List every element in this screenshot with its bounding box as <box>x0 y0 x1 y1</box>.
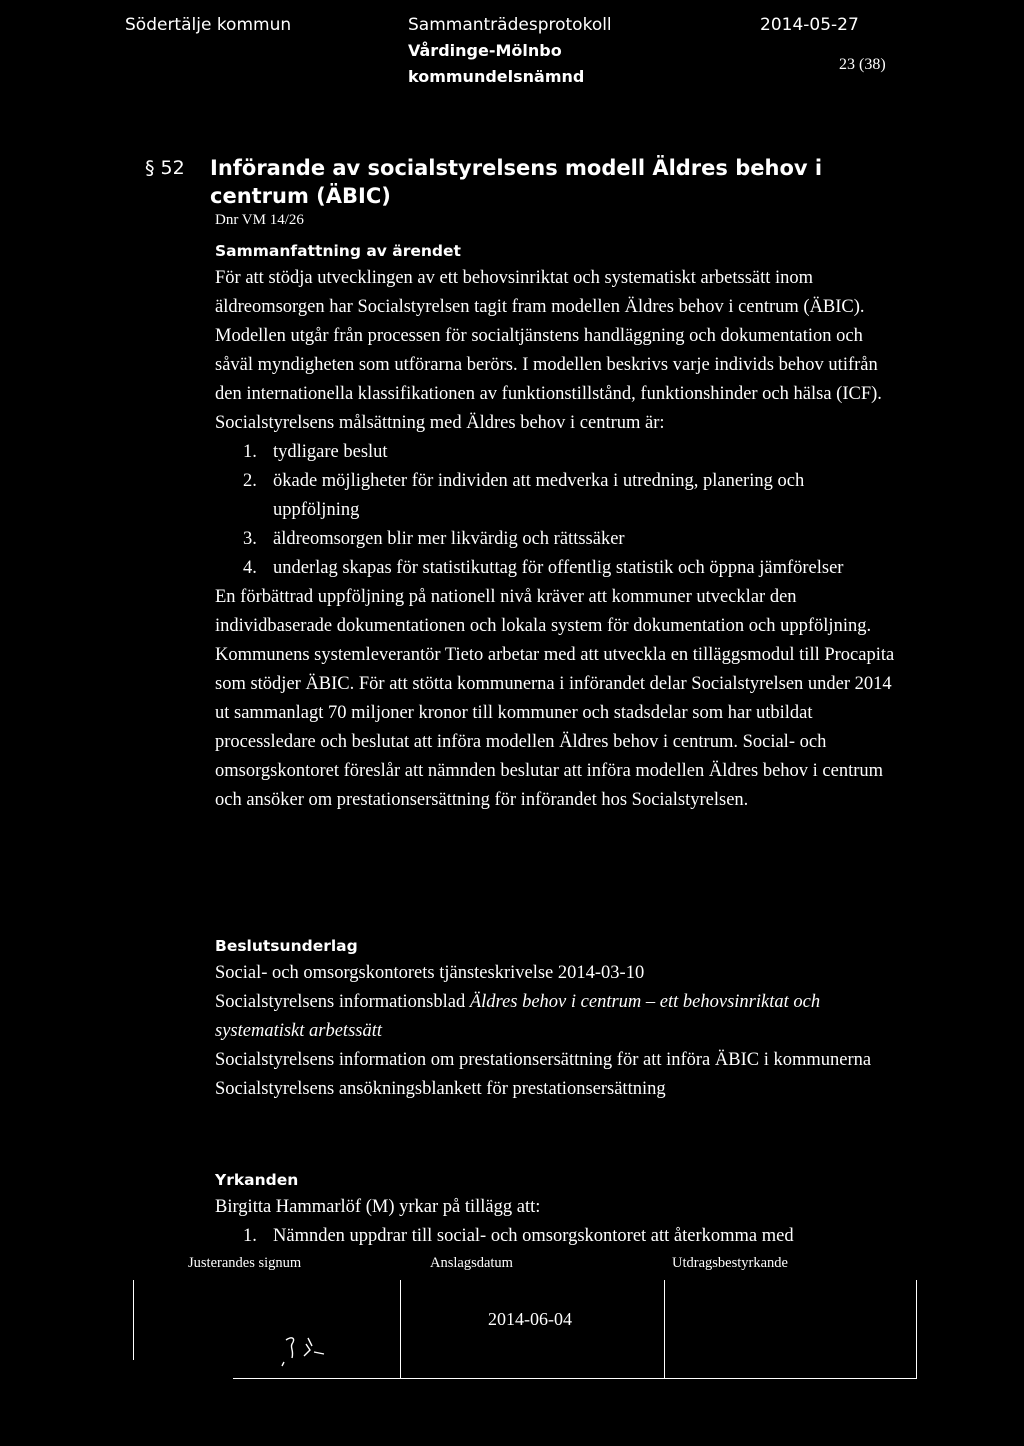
goals-list <box>215 438 895 583</box>
footer-divider <box>400 1280 401 1378</box>
summary-body <box>215 264 895 815</box>
list-item: 1. Nämnden uppdrar till social- och omsorgskontoret att återkomma med <box>243 1226 794 1246</box>
section-title-line2: centrum (ÄBIC) <box>210 184 391 208</box>
summary-paragraph-2: En förbättrad uppföljning på nationell nivå kräver att kommuner utvecklar den individbaserade dokumentationen och lokala system för dokumentation och uppföljning. Kommunens systemleverantör Tieto arbetar med att utveckla en tilläggsmodul till Procapita som stödjer ÄBIC. För att stötta kommunerna i införandet delar Socialstyrelsen under 2014 ut sammanlagt 70 miljoner kronor till kommuner och stadsdelar som har utbildat processledare och beslutat att införa modellen Äldres behov i centrum. Social- och omsorgskontoret föreslår att nämnden beslutar att införa modellen Äldres behov i centrum och ansöker om prestationsersättning för införandet hos Socialstyrelsen. <box>215 587 895 810</box>
goals-intro: Socialstyrelsens målsättning med Äldres behov i centrum är: <box>215 413 665 433</box>
list-item: 4. underlag skapas för statistikuttag för offentlig statistik och öppna jämförelser <box>243 558 844 578</box>
motion-line: Birgitta Hammarlöf (M) yrkar på tillägg att: <box>215 1197 541 1217</box>
signature-initials-mark <box>278 1330 338 1372</box>
footer-divider <box>664 1280 665 1378</box>
motions-body <box>215 1193 915 1251</box>
basis-item-4: Socialstyrelsens ansökningsblankett för prestationsersättning <box>215 1079 666 1099</box>
section-number: § 52 <box>145 157 185 179</box>
footer-baseline <box>233 1378 917 1379</box>
footer-label-posted-date: Anslagsdatum <box>430 1255 513 1271</box>
motions-heading: Yrkanden <box>215 1171 299 1189</box>
page-number: 23 (38) <box>839 56 886 73</box>
basis-body <box>215 959 895 1104</box>
basis-heading: Beslutsunderlag <box>215 937 358 955</box>
section-title-line1: Införande av socialstyrelsens modell Äldres behov i <box>210 156 823 180</box>
basis-item-3: Socialstyrelsens information om prestationsersättning för att införa ÄBIC i kommunerna <box>215 1050 872 1070</box>
header-doc-type: Sammanträdesprotokoll <box>408 15 612 35</box>
summary-paragraph-1: För att stödja utvecklingen av ett behovsinriktat och systematiskt arbetssätt inom äldreomsorgen har Socialstyrelsen tagit fram modellen Äldres behov i centrum (ÄBIC). Modellen utgår från processen för socialtjänstens handläggning och dokumentation och såväl myndigheten som utförarna berörs. I modellen beskrivs varje individs behov utifrån den internationella klassifikationen av funktionstillstånd, funktionshinder och hälsa (ICF). <box>215 268 882 404</box>
footer-label-signature: Justerandes signum <box>188 1255 302 1271</box>
footer-divider <box>133 1280 134 1360</box>
motions-list <box>215 1222 915 1251</box>
header-board-line1: Vårdinge-Mölnbo <box>408 41 562 60</box>
list-item: 1. tydligare beslut <box>243 442 388 462</box>
header-board-line2: kommundelsnämnd <box>408 67 585 86</box>
header-date: 2014-05-27 <box>760 15 859 35</box>
summary-heading: Sammanfattning av ärendet <box>215 242 461 260</box>
footer-divider <box>916 1280 917 1378</box>
footer-posted-date: 2014-06-04 <box>488 1309 572 1329</box>
header-org: Södertälje kommun <box>125 15 292 35</box>
basis-item-2: Socialstyrelsens informationsblad Äldres behov i centrum – ett behovsinriktat och systematiskt arbetssätt <box>215 992 821 1041</box>
case-number: Dnr VM 14/26 <box>215 212 304 228</box>
footer-label-certified: Utdragsbestyrkande <box>672 1255 788 1271</box>
list-item: 3. äldreomsorgen blir mer likvärdig och rättssäker <box>243 529 625 549</box>
list-item: 2. ökade möjligheter för individen att medverka i utredning, planering och uppföljning <box>243 471 805 520</box>
basis-item-1: Social- och omsorgskontorets tjänsteskrivelse 2014-03-10 <box>215 963 645 983</box>
